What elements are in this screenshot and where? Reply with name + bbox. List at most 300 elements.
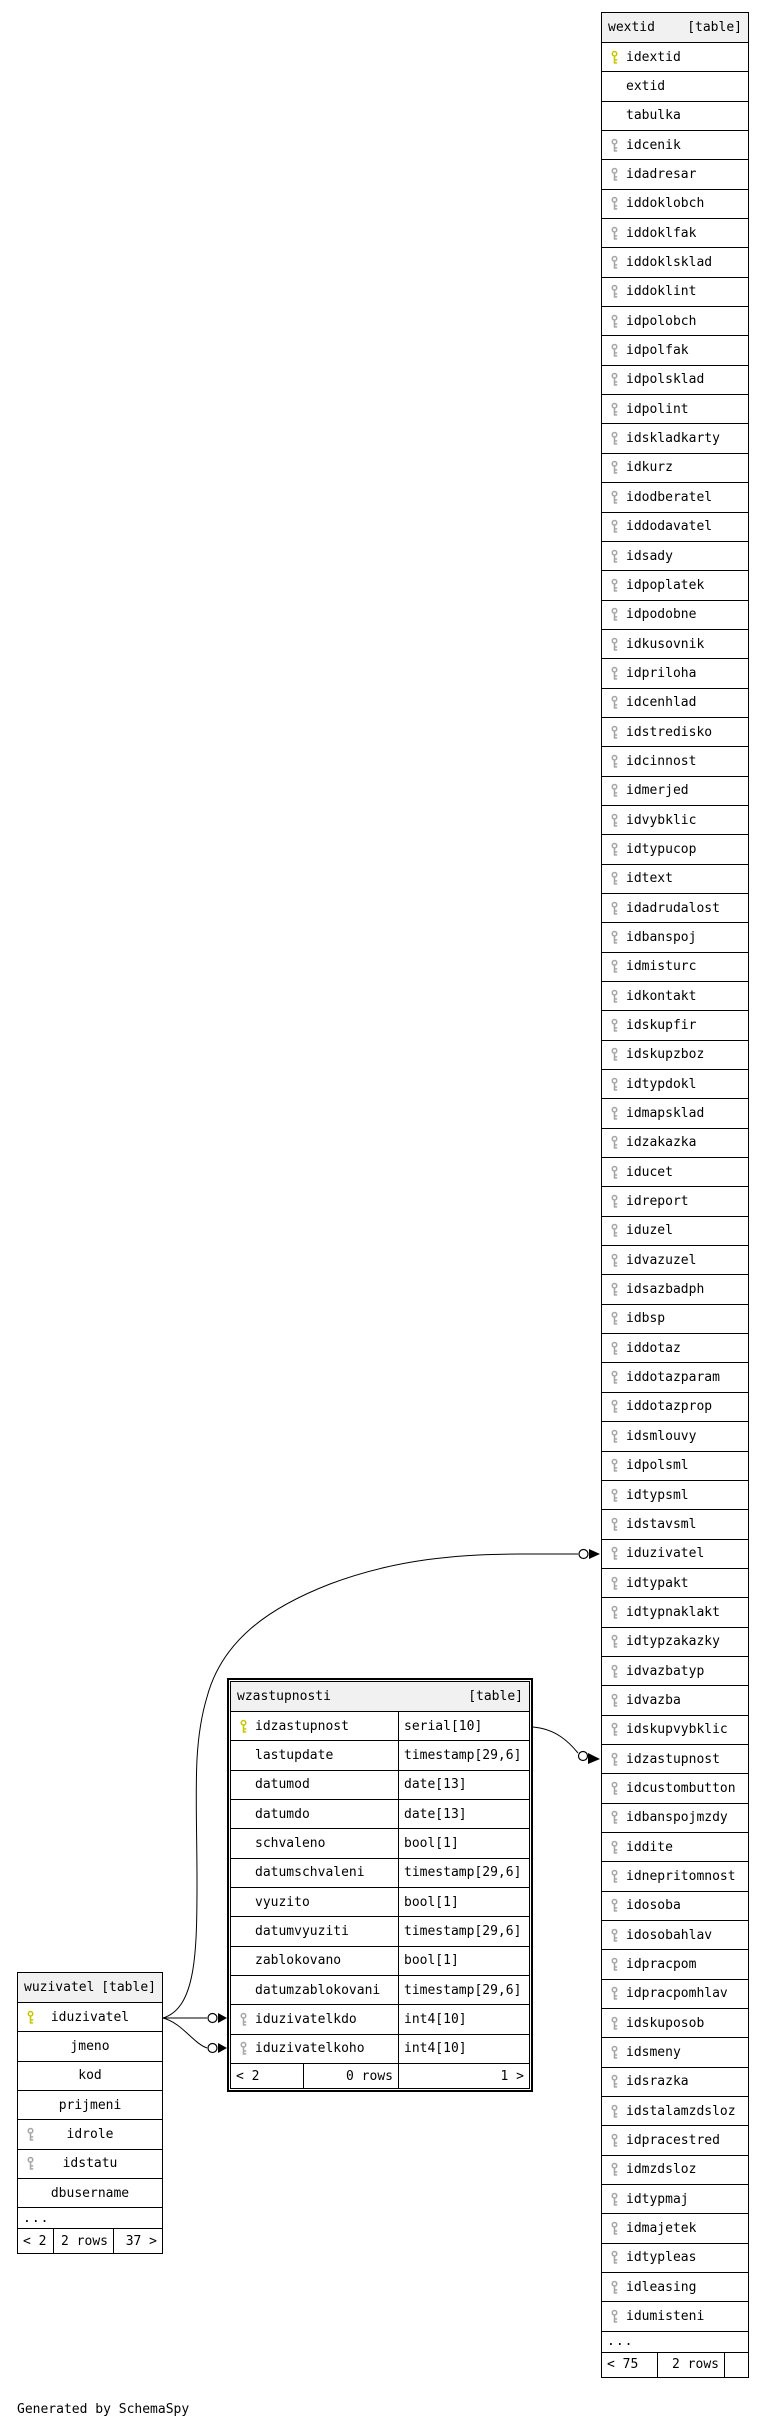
foreign-key-icon [610,930,619,945]
column-row-idsmeny[interactable] [602,2038,748,2067]
column-row-idvazba[interactable] [602,1686,748,1715]
foreign-key-icon [610,2074,619,2089]
column-name: idpracpom [626,1957,697,1973]
column-row-idsmlouvy[interactable] [602,1422,748,1451]
column-row-idvazbatyp[interactable] [602,1657,748,1686]
column-row-idextid[interactable] [602,43,748,72]
column-row-idadrudalost[interactable] [602,894,748,923]
key-cell-foreign [602,1804,626,1832]
column-row-idmerjed[interactable] [602,777,748,806]
column-row-idcustombutton[interactable] [602,1774,748,1803]
foreign-key-icon [610,1429,619,1444]
column-row-idtypmaj[interactable] [602,2185,748,2214]
key-cell-foreign [602,865,626,893]
column-row-idpoplatek[interactable] [602,571,748,600]
column-name: kod [78,2068,102,2084]
column-row-idtypnaklakt[interactable] [602,1598,748,1627]
foreign-key-icon [610,1752,619,1767]
column-name: idnepritomnost [626,1868,736,1884]
foreign-key-icon [610,2250,619,2265]
foreign-key-icon [610,2192,619,2207]
column-row-idstavsml[interactable] [602,1510,748,1539]
column-name: idcenik [626,137,681,153]
foreign-key-icon [610,255,619,270]
key-cell-foreign [602,1422,626,1450]
key-cell-foreign [602,1628,626,1656]
column-name: idbsp [626,1311,666,1327]
column-name: idkusovnik [626,636,705,652]
key-cell-empty [18,2179,42,2207]
key-cell-foreign [602,2097,626,2125]
column-row-idcenhlad[interactable] [602,689,748,718]
key-cell-foreign [602,659,626,687]
column-row-iduzel[interactable] [602,1217,748,1246]
foreign-key-icon [610,901,619,916]
key-cell-foreign [602,689,626,717]
column-row-idpodobne[interactable] [602,601,748,630]
key-cell-foreign [602,2126,626,2154]
column-name: idpriloha [626,665,697,681]
foreign-key-icon [610,1341,619,1356]
fk-arrow-iduzivatelkoho [218,2043,227,2053]
foreign-key-icon [610,167,619,182]
key-cell-empty [231,1917,255,1945]
column-row-idskupfir[interactable] [602,1011,748,1040]
column-row-iducet[interactable] [602,1158,748,1187]
foreign-key-icon [610,1165,619,1180]
table-footer [231,2064,529,2088]
key-cell-foreign [602,336,626,364]
column-type: date[13] [398,1800,529,1828]
foreign-key-icon [610,402,619,417]
column-name: idtypsml [626,1487,689,1503]
foreign-key-icon [610,1223,619,1238]
column-row-idmzdsloz[interactable] [602,2156,748,2185]
column-type: bool[1] [398,1829,529,1857]
column-row-datumzablokovani[interactable] [231,1976,529,2005]
column-row-iddite[interactable] [602,1833,748,1862]
key-cell-foreign [602,1041,626,1069]
foreign-key-icon [610,1517,619,1532]
column-row-idbsp[interactable] [602,1305,748,1334]
column-row-iddotazprop[interactable] [602,1393,748,1422]
key-cell-foreign [602,806,626,834]
table-box [602,13,748,2377]
key-cell-empty [231,1741,255,1769]
column-row-iddoklint[interactable] [602,278,748,307]
column-name: idskupvybklic [626,1722,728,1738]
column-row-iddotaz[interactable] [602,1334,748,1363]
column-row-kod[interactable] [18,2062,162,2091]
fk-circle-iduzivatel-wextid [579,1550,588,1559]
column-row-idtypzakazky[interactable] [602,1628,748,1657]
primary-key-icon [26,2010,35,2025]
foreign-key-icon [610,2045,619,2060]
key-cell-foreign [602,1334,626,1362]
foreign-key-icon [610,226,619,241]
foreign-key-icon [610,2280,619,2295]
foreign-key-icon [610,754,619,769]
column-name: idsazbadph [626,1282,705,1298]
key-cell-empty [231,1859,255,1887]
column-row-idumisteni[interactable] [602,2302,748,2331]
column-name: idvazuzel [626,1252,697,1268]
column-row-idsrazka[interactable] [602,2068,748,2097]
column-type: int4[10] [398,2035,529,2063]
column-name: idpolsml [626,1458,689,1474]
key-cell-empty [231,1800,255,1828]
foreign-key-icon [610,1840,619,1855]
foreign-key-icon [610,431,619,446]
foreign-key-icon [610,2221,619,2236]
key-cell-empty [602,102,626,130]
key-cell-empty [18,2032,42,2060]
column-name: datumdo [255,1806,310,1822]
fk-arrow-iduzivatelkdo [218,2013,227,2023]
key-cell-empty [231,1829,255,1857]
key-cell-foreign [602,1950,626,1978]
key-cell-foreign [231,2035,255,2063]
column-name: idmapsklad [626,1106,705,1122]
column-row-idpolsklad[interactable] [602,366,748,395]
foreign-key-icon [610,1605,619,1620]
key-cell-foreign [602,1745,626,1773]
ellipsis-row: ... [602,2332,748,2353]
column-name: idtypucop [626,841,697,857]
foreign-key-icon [26,2127,35,2142]
foreign-key-icon [239,2041,248,2056]
key-cell-primary [18,2003,42,2031]
foreign-key-icon [610,343,619,358]
key-cell-foreign [602,1657,626,1685]
column-name: idtypdokl [626,1076,697,1092]
column-name: idmajetek [626,2221,697,2237]
table-header[interactable] [231,1682,529,1712]
column-row-idsady[interactable] [602,542,748,571]
column-row-iddoklobch[interactable] [602,190,748,219]
column-row-iddotazparam[interactable] [602,1363,748,1392]
footer-parents-count[interactable]: < 75 [602,2353,658,2377]
column-name: prijmeni [58,2097,122,2113]
column-name: idstalamzdsloz [626,2103,736,2119]
foreign-key-icon [610,1898,619,1913]
column-name: idbanspoj [626,929,697,945]
column-row-idstalamzdsloz[interactable] [602,2097,748,2126]
column-row-iduzivatelkdo[interactable] [231,2005,529,2034]
fk-arrow-iduzivatel-wextid [589,1549,600,1559]
foreign-key-icon [610,607,619,622]
key-cell-foreign [602,1246,626,1274]
table-header[interactable] [18,1973,162,2003]
column-row-iduzivatel[interactable] [602,1540,748,1569]
table-header[interactable] [602,13,748,43]
key-cell-foreign [602,454,626,482]
column-row-datumdo[interactable] [231,1800,529,1829]
column-name: idcenhlad [626,695,697,711]
key-cell-foreign [602,1686,626,1714]
footer-parents-count[interactable]: < 2 [231,2064,304,2088]
column-row-idskupvybklic[interactable] [602,1716,748,1745]
foreign-key-icon [26,2156,35,2171]
column-name: iducet [626,1164,673,1180]
footer-children-count[interactable]: 37 > [125,2233,157,2249]
footer-row-count: 2 rows [658,2353,725,2377]
column-row-idcenik[interactable] [602,131,748,160]
column-row-idtypleas[interactable] [602,2244,748,2273]
column-row-idtypsml[interactable] [602,1481,748,1510]
column-row-idskuposob[interactable] [602,2009,748,2038]
key-cell-primary [231,1712,255,1740]
column-row-idskupzboz[interactable] [602,1041,748,1070]
column-row-idbanspoj[interactable] [602,923,748,952]
key-cell-foreign [602,1980,626,2008]
column-row-extid[interactable] [602,72,748,101]
fk-circle-idzastupnost [579,1752,588,1761]
column-name: dbusername [50,2185,130,2201]
foreign-key-icon [610,1693,619,1708]
foreign-key-icon [610,1018,619,1033]
foreign-key-icon [610,1282,619,1297]
key-cell-foreign [602,1598,626,1626]
table-footer [18,2229,162,2253]
column-row-dbusername[interactable] [18,2179,162,2208]
column-row-idpolfak[interactable] [602,336,748,365]
column-row-idpriloha[interactable] [602,659,748,688]
key-cell-foreign [602,982,626,1010]
column-name: idcustombutton [626,1780,736,1796]
column-name: idpolint [626,401,689,417]
key-cell-foreign [602,483,626,511]
key-cell-foreign [602,2156,626,2184]
column-row-idodberatel[interactable] [602,483,748,512]
column-name: idskladkarty [626,431,720,447]
column-row-lastupdate[interactable] [231,1741,529,1770]
column-name: idreport [626,1194,689,1210]
column-name: idstredisko [626,724,713,740]
column-row-idbanspojmzdy[interactable] [602,1804,748,1833]
column-row-idkusovnik[interactable] [602,630,748,659]
key-cell-foreign [602,2068,626,2096]
key-cell-foreign [602,2214,626,2242]
key-cell-foreign [602,190,626,218]
footer-parents-count[interactable]: < 2 [18,2229,54,2253]
foreign-key-icon [610,2162,619,2177]
key-cell-foreign [602,1363,626,1391]
key-cell-foreign [602,2244,626,2272]
foreign-key-icon [610,1077,619,1092]
column-name: idskupfir [626,1018,697,1034]
column-row-idpracpomhlav[interactable] [602,1980,748,2009]
column-row-idmajetek[interactable] [602,2214,748,2243]
foreign-key-icon [610,549,619,564]
column-name: iddodavatel [626,519,713,535]
key-cell-empty [18,2091,42,2119]
column-name: vyuzito [255,1894,310,1910]
column-name: lastupdate [255,1748,334,1764]
footer-children-count[interactable] [725,2353,748,2377]
column-name: tabulka [626,108,681,124]
foreign-key-icon [610,1869,619,1884]
column-row-idtypakt[interactable] [602,1569,748,1598]
key-cell-primary [602,43,626,71]
key-cell-empty [231,1888,255,1916]
key-cell-empty [231,1947,255,1975]
column-name: datumvyuziti [255,1924,349,1940]
column-row-idzastupnost[interactable] [602,1745,748,1774]
foreign-key-icon [610,1546,619,1561]
column-row-idpracestred[interactable] [602,2126,748,2155]
column-name: iddoklfak [626,225,697,241]
column-row-idtext[interactable] [602,865,748,894]
column-name: datumschvaleni [255,1865,365,1881]
column-row-idadresar[interactable] [602,160,748,189]
column-type: timestamp[29,6] [398,1976,529,2004]
column-row-schvaleno[interactable] [231,1829,529,1858]
fk-arrow-idzastupnost [588,1753,600,1764]
foreign-key-icon [610,1722,619,1737]
column-row-datumod[interactable] [231,1771,529,1800]
foreign-key-icon [610,1781,619,1796]
foreign-key-icon [610,871,619,886]
key-cell-foreign [602,571,626,599]
table-title: wuzivatel [24,1980,95,1995]
foreign-key-icon [610,2104,619,2119]
column-name: idtypleas [626,2250,697,2266]
column-row-idpolsml[interactable] [602,1452,748,1481]
column-name: iddoklint [626,284,697,300]
foreign-key-icon [610,284,619,299]
column-row-iddoklsklad[interactable] [602,248,748,277]
footer-children-count[interactable]: 1 > [500,2068,524,2084]
foreign-key-icon [610,1634,619,1649]
column-row-idpolint[interactable] [602,395,748,424]
column-row-idpracpom[interactable] [602,1950,748,1979]
column-row-iddoklfak[interactable] [602,219,748,248]
column-row-idvazuzel[interactable] [602,1246,748,1275]
key-cell-foreign [602,1774,626,1802]
column-row-datumvyuziti[interactable] [231,1917,529,1946]
key-cell-foreign [602,1305,626,1333]
foreign-key-icon [610,1047,619,1062]
foreign-key-icon [610,314,619,329]
key-cell-foreign [602,894,626,922]
column-name: idleasing [626,2279,697,2295]
primary-key-icon [610,50,619,65]
column-row-idpolobch[interactable] [602,307,748,336]
column-type: timestamp[29,6] [398,1859,529,1887]
key-cell-foreign [602,777,626,805]
column-row-datumschvaleni[interactable] [231,1859,529,1888]
column-row-idstatu[interactable] [18,2150,162,2179]
foreign-key-icon [610,1458,619,1473]
column-name: idumisteni [626,2309,705,2325]
foreign-key-icon [610,1986,619,2001]
column-row-prijmeni[interactable] [18,2091,162,2120]
foreign-key-icon [610,1810,619,1825]
column-row-idsazbadph[interactable] [602,1275,748,1304]
column-row-idvybklic[interactable] [602,806,748,835]
column-row-idtypdokl[interactable] [602,1070,748,1099]
column-row-idskladkarty[interactable] [602,424,748,453]
key-cell-foreign [18,2120,42,2148]
table-tag: [table] [687,20,742,35]
column-row-idreport[interactable] [602,1187,748,1216]
column-row-idkontakt[interactable] [602,982,748,1011]
column-name: idskuposob [626,2015,705,2031]
key-cell-foreign [602,2009,626,2037]
column-name: idstavsml [626,1516,697,1532]
column-row-idmisturc[interactable] [602,953,748,982]
footer-row-count: 0 rows [304,2064,399,2088]
table-wuzivatel [17,1972,163,2254]
column-row-idzastupnost[interactable] [231,1712,529,1741]
column-row-idmapsklad[interactable] [602,1099,748,1128]
column-name: iduzivatelkoho [255,2041,365,2057]
generated-by-caption: Generated by SchemaSpy [17,2402,190,2417]
column-row-idnepritomnost[interactable] [602,1862,748,1891]
column-row-idcinnost[interactable] [602,747,748,776]
foreign-key-icon [610,1370,619,1385]
column-name: idkontakt [626,988,697,1004]
column-name: idmisturc [626,959,697,975]
column-name: iddoklsklad [626,255,713,271]
key-cell-foreign [602,1833,626,1861]
column-row-iduzivatelkoho[interactable] [231,2035,529,2064]
table-tag: [table] [468,1689,523,1704]
table-tag: [table] [101,1980,156,1995]
column-name: iduzivatelkdo [255,2012,357,2028]
column-row-idstredisko[interactable] [602,718,748,747]
key-cell-foreign [602,1393,626,1421]
column-name: idtypzakazky [626,1634,720,1650]
column-row-tabulka[interactable] [602,102,748,131]
foreign-key-icon [610,989,619,1004]
column-row-idrole[interactable] [18,2120,162,2149]
column-row-zablokovano[interactable] [231,1947,529,1976]
column-name: idvazbatyp [626,1663,705,1679]
column-row-jmeno[interactable] [18,2032,162,2061]
column-row-idkurz[interactable] [602,454,748,483]
column-name: idtext [626,871,673,887]
column-name: iduzivatel [626,1546,705,1562]
column-row-iddodavatel[interactable] [602,513,748,542]
column-name: schvaleno [255,1836,326,1852]
foreign-key-icon [610,1253,619,1268]
foreign-key-icon [610,1106,619,1121]
foreign-key-icon [610,138,619,153]
column-row-idleasing[interactable] [602,2273,748,2302]
column-name: iddotaz [626,1340,681,1356]
foreign-key-icon [610,695,619,710]
column-row-iduzivatel[interactable] [18,2003,162,2032]
ellipsis-row: ... [18,2208,162,2229]
key-cell-foreign [602,718,626,746]
key-cell-foreign [602,160,626,188]
foreign-key-icon [610,1488,619,1503]
column-name: idsmlouvy [626,1428,697,1444]
column-row-idosobahlav[interactable] [602,1921,748,1950]
foreign-key-icon [610,1664,619,1679]
column-row-idosoba[interactable] [602,1892,748,1921]
foreign-key-icon [610,959,619,974]
column-row-idtypucop[interactable] [602,835,748,864]
column-row-idzakazka[interactable] [602,1129,748,1158]
column-row-vyuzito[interactable] [231,1888,529,1917]
column-name: idstatu [62,2156,118,2172]
column-name: idodberatel [626,489,713,505]
column-name: idvybklic [626,812,697,828]
column-name: iddotazparam [626,1370,720,1386]
